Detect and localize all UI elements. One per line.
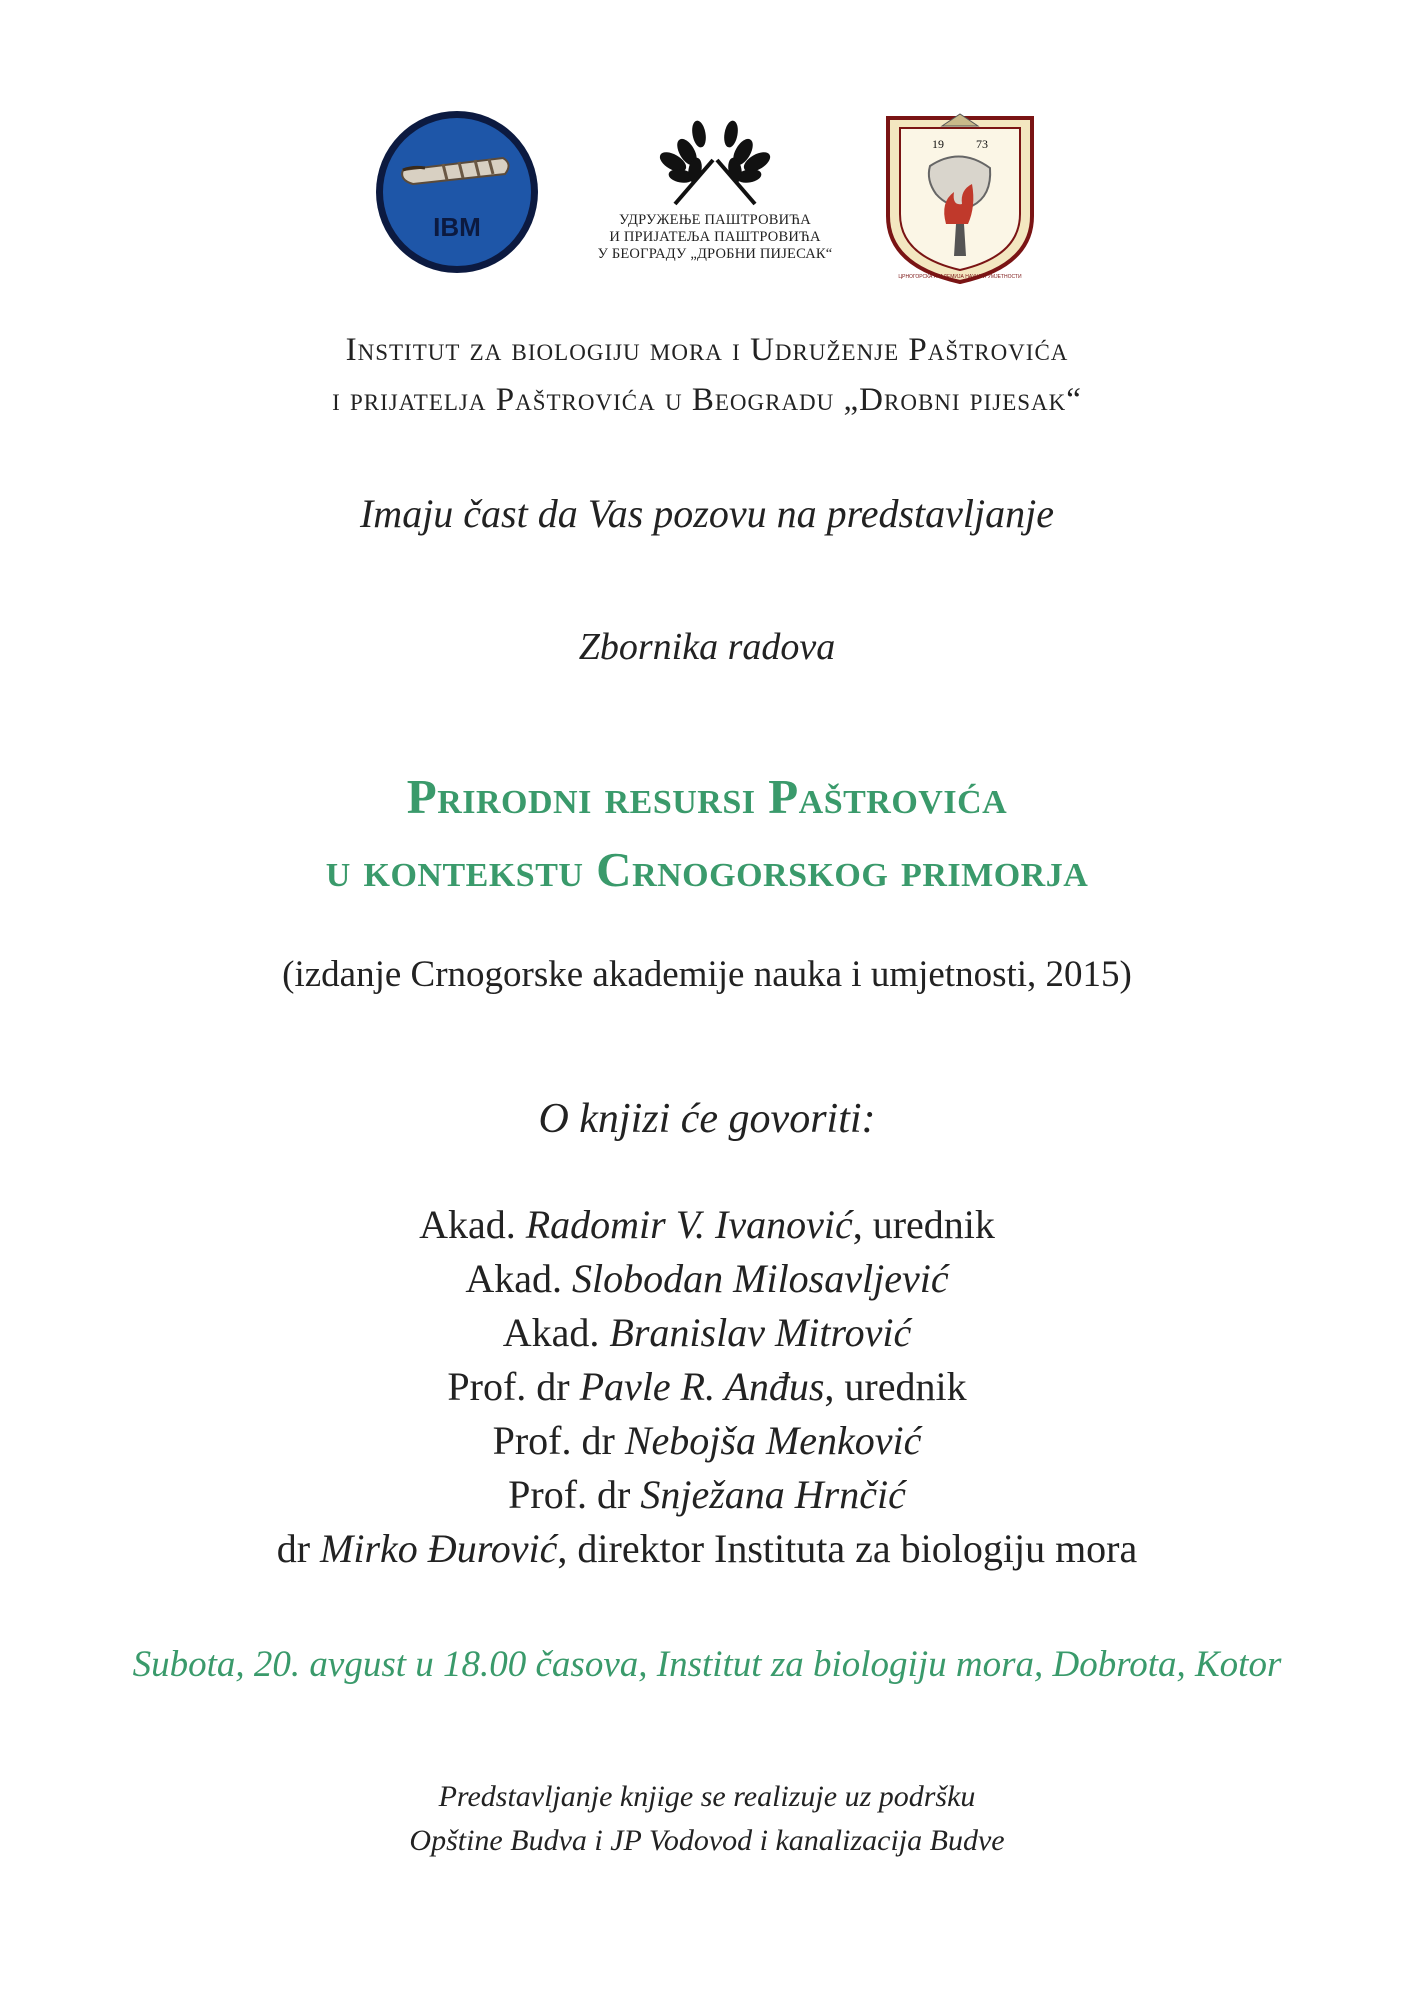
speaker-row: Akad. Branislav Mitrović <box>502 1310 912 1355</box>
laurel-branches-icon <box>575 112 855 207</box>
organizers-line-1: Institut za biologiju mora i Udruženje Paštrovića <box>345 332 1069 368</box>
speaker-row: Prof. dr Pavle R. Anđus, urednik <box>447 1364 967 1409</box>
invitation-text: Imaju čast da Vas pozovu na predstavljanje <box>359 491 1054 536</box>
support-line-2: Opštine Budva i JP Vodovod i kanalizacija Budve <box>409 1824 1005 1857</box>
support-note <box>0 1775 1414 1863</box>
speaker-row: Prof. dr Nebojša Menković <box>492 1418 922 1463</box>
crest-arc-text: ЦРНОГОРСКА АКАДЕМИЈА НАУКА И УМЈЕТНОСТИ <box>898 274 1022 280</box>
proceedings-label: Zbornika radova <box>578 626 836 668</box>
organizers-line-2: i prijatelja Paštrovića u Beogradu „Drobni pijesak“ <box>332 382 1082 418</box>
crest-year-right: 73 <box>976 137 988 151</box>
ibm-logo <box>373 108 541 276</box>
book-title-line-1: Prirodni resursi Paštrovića <box>406 769 1008 824</box>
speakers-heading: O knjizi će govoriti: <box>538 1096 876 1142</box>
canu-crest <box>880 106 1040 286</box>
association-name: УДРУЖЕЊЕ ПАШТРОВИЋА И ПРИЈАТЕЉА ПАШТРОВИЋА У БЕОГРАДУ „ДРОБНИ ПИЈЕСАК“ <box>597 212 833 262</box>
crest-year-left: 19 <box>932 137 944 151</box>
event-date-location: Subota, 20. avgust u 18.00 časova, Institut za biologiju mora, Dobrota, Kotor <box>132 1644 1282 1685</box>
speaker-row: Akad. Radomir V. Ivanović, urednik <box>419 1202 995 1247</box>
edition-note: (izdanje Crnogorske akademije nauka i umjetnosti, 2015) <box>282 954 1132 995</box>
book-title-line-2: u kontekstu Crnogorskog primorja <box>325 842 1089 897</box>
association-logo <box>575 112 855 282</box>
speaker-row: Akad. Slobodan Milosavljević <box>465 1256 949 1301</box>
speaker-row: Prof. dr Snježana Hrnčić <box>508 1472 906 1517</box>
speaker-row: dr Mirko Đurović, direktor Instituta za biologiju mora <box>276 1526 1138 1571</box>
ibm-logo-label: IBM <box>433 212 481 242</box>
book-title <box>0 760 1414 906</box>
organizers-heading <box>0 325 1414 425</box>
support-line-1: Predstavljanje knjige se realizuje uz podršku <box>438 1780 976 1813</box>
logo-row <box>0 100 1414 290</box>
speakers-list <box>0 1198 1414 1576</box>
